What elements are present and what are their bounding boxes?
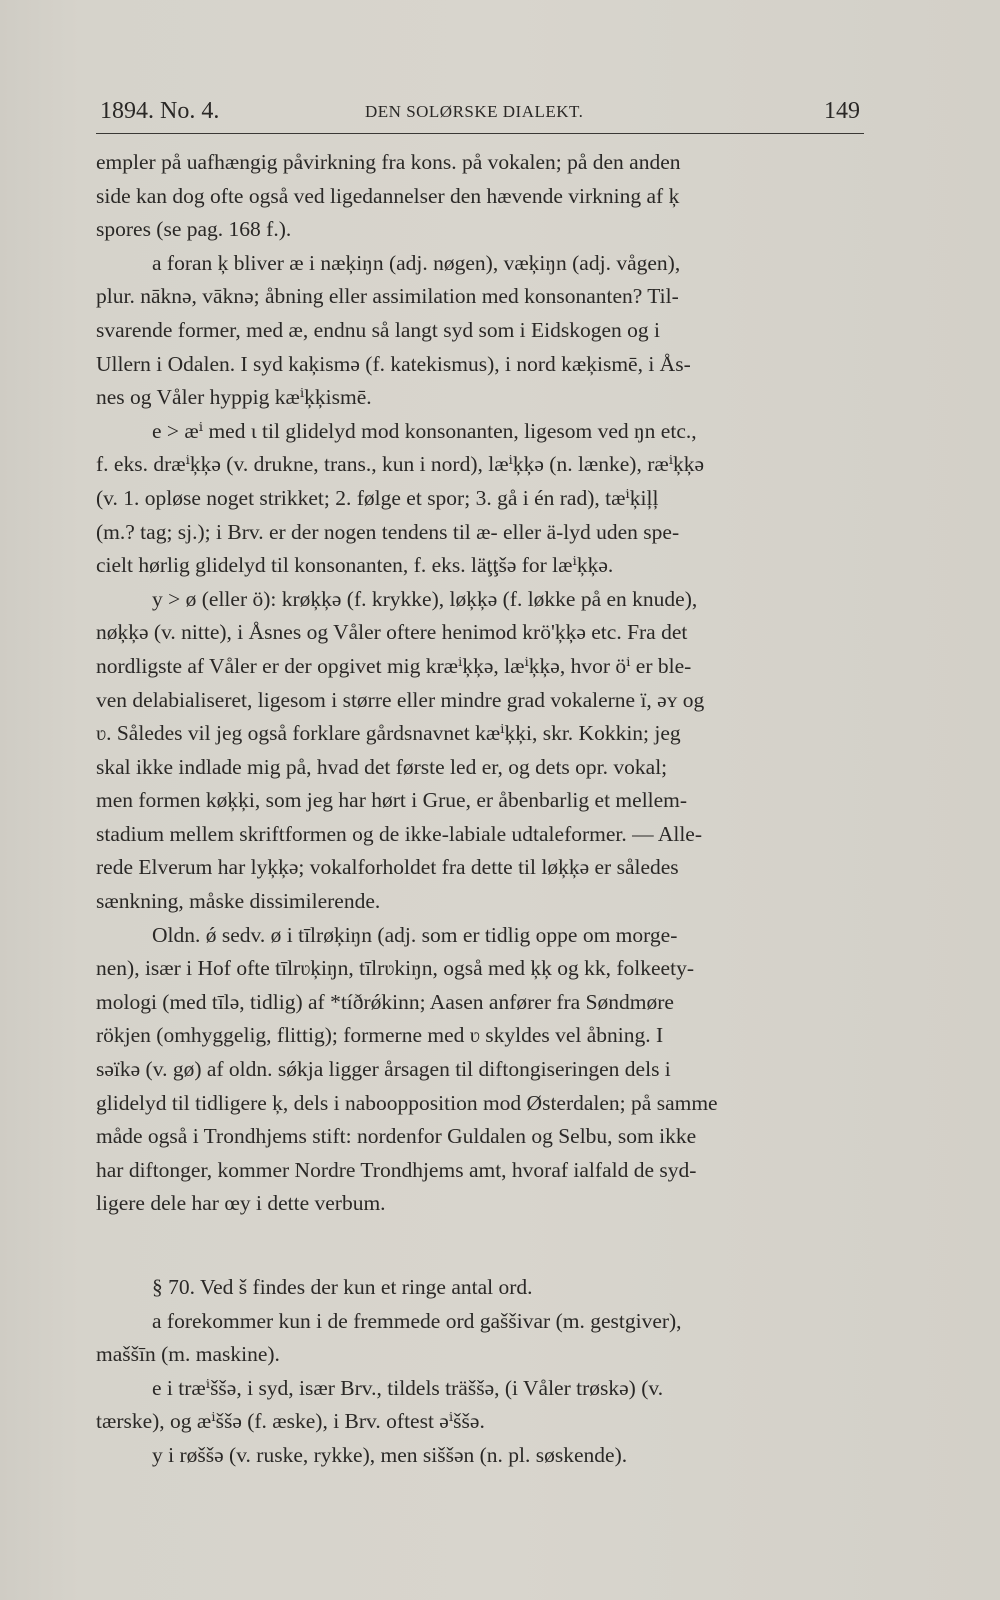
text-line: rede Elverum har lyķķə; vokalforholdet fra dette til løķķə er således xyxy=(96,855,679,880)
text-line: a foran ķ bliver æ i næķiŋn (adj. nøgen), væķiŋn (adj. vågen), xyxy=(152,250,681,275)
text-line: plur. nāknə, vāknə; åbning eller assimilation med konsonanten? Til- xyxy=(96,284,679,309)
text-line: nøķķə (v. nitte), i Åsnes og Våler oftere henimod krö'ķķə etc. Fra det xyxy=(96,620,688,645)
page-number: 149 xyxy=(824,98,860,124)
text-line: har diftonger, kommer Nordre Trondhjems amt, hvoraf ialfald de syd- xyxy=(96,1157,697,1182)
text-line: e > æⁱ med ɩ til glidelyd mod konsonanten, ligesom ved ŋn etc., xyxy=(152,418,697,443)
text-line: y > ø (eller ö): krøķķə (f. krykke), løķķə (f. løkke på en knude), xyxy=(152,586,698,611)
text-line: Oldn. ǿ sedv. ø i tīlrøķiŋn (adj. som er tidlig oppe om morge- xyxy=(152,922,678,947)
text-line: skal ikke indlade mig på, hvad det første led er, og dets opr. vokal; xyxy=(96,754,668,779)
text-line: (v. 1. opløse noget strikket; 2. følge et spor; 3. gå i én rad), tæⁱķiļļ xyxy=(96,485,659,510)
header-rule xyxy=(96,133,864,134)
text-line: a forekommer kun i de fremmede ord gaššivar (m. gestgiver), xyxy=(152,1308,682,1333)
text-line: ʋ. Således vil jeg også forklare gårdsnavnet kæⁱķķi, skr. Kokkin; jeg xyxy=(96,721,681,746)
text-line: e i træⁱššə, i syd, især Brv., tildels träššə, (i Våler trøskə) (v. xyxy=(152,1375,664,1400)
text-line: (m.? tag; sj.); i Brv. er der nogen tendens til æ- eller ä-lyd uden spe- xyxy=(96,519,680,544)
text-line: f. eks. dræⁱķķə (v. drukne, trans., kun i nord), læⁱķķə (n. lænke), ræⁱķķə xyxy=(96,452,705,477)
text-line: måde også i Trondhjems stift: nordenfor Guldalen og Selbu, som ikke xyxy=(96,1124,697,1149)
body-text xyxy=(96,146,864,1473)
text-line: maššīn (m. maskine). xyxy=(96,1342,280,1367)
text-line: səïkə (v. gø) af oldn. sǿkja ligger årsagen til diftongiseringen dels i xyxy=(96,1057,671,1082)
text-line: cielt hørlig glidelyd til konsonanten, f. eks. läţţšə for læⁱķķə. xyxy=(96,553,614,578)
text-line: nes og Våler hyppig kæⁱķķismē. xyxy=(96,385,372,410)
header-issue: 1894. No. 4. xyxy=(100,98,220,124)
text-line: y i røššə (v. ruske, rykke), men siššən (n. pl. søskende). xyxy=(152,1442,628,1467)
text-line: stadium mellem skriftformen og de ikke-labiale udtaleformer. — Alle- xyxy=(96,821,702,846)
running-header xyxy=(100,92,860,132)
text-line: ligere dele har œy i dette verbum. xyxy=(96,1191,386,1216)
text-line: ven delabialiseret, ligesom i større eller mindre grad vokalerne ï, əʏ og xyxy=(96,687,705,712)
text-line: glidelyd til tidligere ķ, dels i naboopposition mod Østerdalen; på samme xyxy=(96,1090,718,1115)
text-line: Ullern i Odalen. I syd kaķismə (f. katekismus), i nord kæķismē, i Ås- xyxy=(96,351,691,376)
paragraph-gap xyxy=(96,1221,864,1271)
text-line: sænkning, måske dissimilerende. xyxy=(96,889,381,914)
text-line: svarende former, med æ, endnu så langt syd som i Eidskogen og i xyxy=(96,317,661,342)
text-line: mologi (med tīlə, tidlig) af *tíðrǿkinn; Aasen anfører fra Søndmøre xyxy=(96,989,674,1014)
text-line: rökjen (omhyggelig, flittig); formerne med ʋ skyldes vel åbning. I xyxy=(96,1023,664,1048)
header-title: DEN SOLØRSKE DIALEKT. xyxy=(365,102,584,121)
text-line: nordligste af Våler er der opgivet mig kræⁱķķə, læⁱķķə, hvor öⁱ er ble- xyxy=(96,653,692,678)
text-line: side kan dog ofte også ved ligedannelser den hævende virkning af ķ xyxy=(96,183,680,208)
text-line: tærske), og æⁱššə (f. æske), i Brv. oftest əⁱššə. xyxy=(96,1409,485,1434)
text-line: men formen køķķi, som jeg har hørt i Grue, er åbenbarlig et mellem- xyxy=(96,788,688,813)
text-line: empler på uafhængig påvirkning fra kons. på vokalen; på den anden xyxy=(96,150,681,174)
text-line: spores (se pag. 168 f.). xyxy=(96,217,292,242)
text-line: nen), især i Hof ofte tīlrʋķiŋn, tīlrʋkiŋn, også med ķķ og kk, folkeety- xyxy=(96,956,694,981)
section-heading-line: § 70. Ved š findes der kun et ringe antal ord. xyxy=(152,1275,533,1299)
